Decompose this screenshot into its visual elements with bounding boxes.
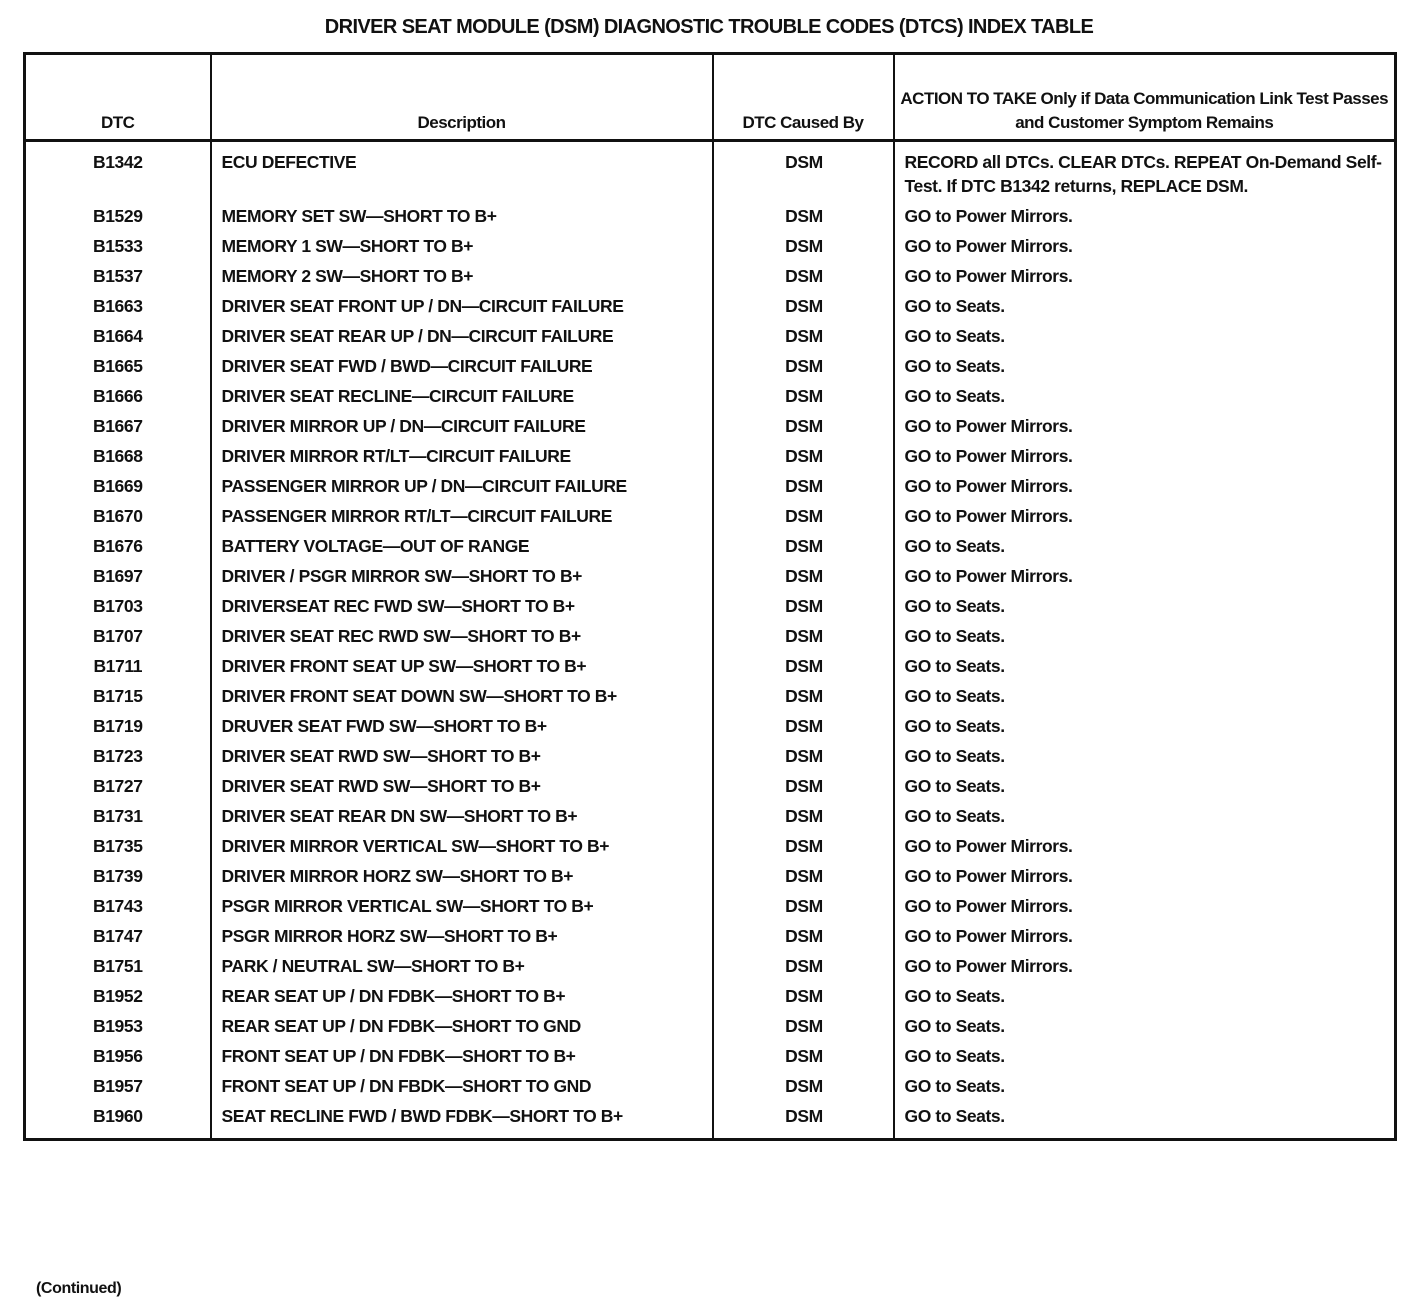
cell-dtc: B1668 [92,446,143,466]
cell-dtc: B1723 [92,746,143,766]
cell-dtc: B1676 [92,536,143,556]
cell-action: GO to Seats. [894,618,1396,648]
cell-action: GO to Seats. [894,798,1396,828]
table-body [25,141,1396,1140]
table-row [25,588,1396,618]
cell-description: FRONT SEAT UP / DN FDBK—SHORT TO B+ [211,1038,713,1068]
cell-action: GO to Power Mirrors. [894,948,1396,978]
cell-caused-by: DSM [713,558,894,588]
cell-caused-by: DSM [713,888,894,918]
cell-action: GO to Seats. [894,318,1396,348]
cell-dtc: B1342 [92,152,143,172]
table-row [25,1038,1396,1068]
cell-dtc: B1666 [92,386,143,406]
table-row [25,228,1396,258]
table-row [25,798,1396,828]
cell-action: GO to Seats. [894,1098,1396,1140]
cell-dtc: B1529 [92,206,143,226]
cell-caused-by: DSM [713,378,894,408]
cell-caused-by: DSM [713,1098,894,1140]
table-row [25,468,1396,498]
cell-action: GO to Power Mirrors. [894,558,1396,588]
table-row [25,1098,1396,1140]
header-dtc: DTC [25,54,211,141]
table-row [25,888,1396,918]
continued-note: (Continued) [36,1280,122,1297]
cell-caused-by: DSM [713,198,894,228]
cell-dtc: B1537 [92,266,143,286]
cell-description: PASSENGER MIRROR UP / DN—CIRCUIT FAILURE [211,468,713,498]
cell-dtc: B1747 [92,926,143,946]
cell-dtc: B1664 [92,326,143,346]
table-row [25,258,1396,288]
cell-dtc: B1953 [92,1016,143,1036]
cell-description: PSGR MIRROR HORZ SW—SHORT TO B+ [211,918,713,948]
cell-dtc: B1711 [93,656,143,676]
table-row [25,498,1396,528]
cell-dtc: B1665 [92,356,143,376]
cell-description: DRIVER MIRROR RT/LT—CIRCUIT FAILURE [211,438,713,468]
cell-caused-by: DSM [713,258,894,288]
cell-description: DRIVER MIRROR UP / DN—CIRCUIT FAILURE [211,408,713,438]
cell-description: DRUVER SEAT FWD SW—SHORT TO B+ [211,708,713,738]
cell-caused-by: DSM [713,708,894,738]
cell-action: GO to Seats. [894,648,1396,678]
table-row [25,678,1396,708]
cell-caused-by: DSM [713,978,894,1008]
cell-dtc: B1719 [92,716,143,736]
cell-description: DRIVER SEAT RECLINE—CIRCUIT FAILURE [211,378,713,408]
cell-description: DRIVER SEAT FRONT UP / DN—CIRCUIT FAILURE [211,288,713,318]
cell-caused-by: DSM [713,228,894,258]
cell-caused-by: DSM [713,828,894,858]
cell-action: GO to Seats. [894,768,1396,798]
cell-dtc: B1960 [92,1106,143,1126]
cell-dtc: B1731 [92,806,143,826]
cell-dtc: B1663 [92,296,143,316]
cell-action: GO to Power Mirrors. [894,258,1396,288]
cell-action: GO to Seats. [894,978,1396,1008]
table-row [25,528,1396,558]
table-row [25,378,1396,408]
table-row [25,558,1396,588]
cell-caused-by: DSM [713,348,894,378]
cell-caused-by: DSM [713,1038,894,1068]
cell-description: DRIVER MIRROR VERTICAL SW—SHORT TO B+ [211,828,713,858]
cell-dtc: B1667 [92,416,143,436]
table-row [25,288,1396,318]
cell-dtc: B1751 [92,956,143,976]
cell-action: GO to Seats. [894,1068,1396,1098]
cell-caused-by: DSM [713,858,894,888]
table-row [25,918,1396,948]
cell-description: DRIVER MIRROR HORZ SW—SHORT TO B+ [211,858,713,888]
cell-action: GO to Seats. [894,708,1396,738]
cell-caused-by: DSM [713,438,894,468]
table-row [25,738,1396,768]
table-row [25,1008,1396,1038]
cell-dtc: B1727 [92,776,143,796]
cell-action: GO to Power Mirrors. [894,498,1396,528]
table-row [25,1068,1396,1098]
cell-description: DRIVER SEAT RWD SW—SHORT TO B+ [211,738,713,768]
table-row [25,141,1396,199]
cell-dtc: B1533 [92,236,143,256]
table-row [25,198,1396,228]
cell-description: MEMORY 1 SW—SHORT TO B+ [211,228,713,258]
cell-dtc: B1952 [92,986,143,1006]
cell-action: GO to Power Mirrors. [894,858,1396,888]
table-row [25,708,1396,738]
cell-description: PASSENGER MIRROR RT/LT—CIRCUIT FAILURE [211,498,713,528]
cell-caused-by: DSM [713,918,894,948]
table-row [25,318,1396,348]
cell-description: MEMORY 2 SW—SHORT TO B+ [211,258,713,288]
cell-description: DRIVER FRONT SEAT UP SW—SHORT TO B+ [211,648,713,678]
cell-action: GO to Power Mirrors. [894,438,1396,468]
cell-dtc: B1707 [92,626,143,646]
cell-description: SEAT RECLINE FWD / BWD FDBK—SHORT TO B+ [211,1098,713,1140]
cell-caused-by: DSM [713,738,894,768]
header-action: ACTION TO TAKE Only if Data Communication Link Test Passes and Customer Symptom Remains [894,54,1396,141]
cell-dtc: B1956 [92,1046,143,1066]
cell-caused-by: DSM [713,648,894,678]
table-row [25,978,1396,1008]
table-row [25,618,1396,648]
cell-caused-by: DSM [713,318,894,348]
cell-action: GO to Seats. [894,378,1396,408]
cell-dtc: B1669 [92,476,143,496]
header-row [25,54,1396,141]
cell-description: DRIVER SEAT REAR UP / DN—CIRCUIT FAILURE [211,318,713,348]
cell-action: GO to Power Mirrors. [894,468,1396,498]
cell-caused-by: DSM [713,1008,894,1038]
cell-caused-by: DSM [713,798,894,828]
cell-dtc: B1703 [92,596,143,616]
cell-action: GO to Seats. [894,288,1396,318]
header-description: Description [211,54,713,141]
table-row [25,648,1396,678]
cell-caused-by: DSM [713,288,894,318]
cell-action: GO to Seats. [894,678,1396,708]
cell-description: BATTERY VOLTAGE—OUT OF RANGE [211,528,713,558]
table-row [25,408,1396,438]
cell-dtc: B1697 [92,566,143,586]
cell-caused-by: DSM [713,141,894,199]
cell-caused-by: DSM [713,468,894,498]
cell-description: ECU DEFECTIVE [211,141,713,199]
cell-dtc: B1735 [92,836,143,856]
cell-description: DRIVER SEAT REC RWD SW—SHORT TO B+ [211,618,713,648]
cell-action: RECORD all DTCs. CLEAR DTCs. REPEAT On-Demand Self-Test. If DTC B1342 returns, REPLACE DSM. [894,141,1396,199]
cell-caused-by: DSM [713,528,894,558]
table-row [25,438,1396,468]
dtc-index-table [23,52,1397,1141]
cell-description: PSGR MIRROR VERTICAL SW—SHORT TO B+ [211,888,713,918]
cell-action: GO to Power Mirrors. [894,828,1396,858]
table-row [25,858,1396,888]
table-row [25,768,1396,798]
cell-action: GO to Seats. [894,1038,1396,1068]
cell-caused-by: DSM [713,678,894,708]
cell-dtc: B1957 [92,1076,143,1096]
cell-action: GO to Seats. [894,348,1396,378]
cell-description: PARK / NEUTRAL SW—SHORT TO B+ [211,948,713,978]
cell-description: DRIVER SEAT RWD SW—SHORT TO B+ [211,768,713,798]
cell-dtc: B1670 [92,506,143,526]
cell-action: GO to Seats. [894,588,1396,618]
cell-description: DRIVER / PSGR MIRROR SW—SHORT TO B+ [211,558,713,588]
cell-description: DRIVER FRONT SEAT DOWN SW—SHORT TO B+ [211,678,713,708]
cell-description: DRIVERSEAT REC FWD SW—SHORT TO B+ [211,588,713,618]
cell-action: GO to Seats. [894,1008,1396,1038]
cell-action: GO to Power Mirrors. [894,918,1396,948]
cell-action: GO to Power Mirrors. [894,228,1396,258]
cell-description: DRIVER SEAT REAR DN SW—SHORT TO B+ [211,798,713,828]
cell-action: GO to Seats. [894,528,1396,558]
cell-description: FRONT SEAT UP / DN FBDK—SHORT TO GND [211,1068,713,1098]
cell-action: GO to Power Mirrors. [894,198,1396,228]
cell-action: GO to Power Mirrors. [894,888,1396,918]
cell-caused-by: DSM [713,498,894,528]
cell-caused-by: DSM [713,408,894,438]
cell-description: DRIVER SEAT FWD / BWD—CIRCUIT FAILURE [211,348,713,378]
cell-action: GO to Power Mirrors. [894,408,1396,438]
table-row [25,948,1396,978]
cell-description: REAR SEAT UP / DN FDBK—SHORT TO GND [211,1008,713,1038]
cell-caused-by: DSM [713,1068,894,1098]
cell-caused-by: DSM [713,588,894,618]
cell-description: REAR SEAT UP / DN FDBK—SHORT TO B+ [211,978,713,1008]
cell-caused-by: DSM [713,768,894,798]
table-row [25,828,1396,858]
cell-dtc: B1739 [92,866,143,886]
table-title: DRIVER SEAT MODULE (DSM) DIAGNOSTIC TROUBLE CODES (DTCS) INDEX TABLE [324,16,1094,38]
cell-action: GO to Seats. [894,738,1396,768]
cell-caused-by: DSM [713,948,894,978]
cell-description: MEMORY SET SW—SHORT TO B+ [211,198,713,228]
cell-dtc: B1743 [92,896,143,916]
cell-caused-by: DSM [713,618,894,648]
table-row [25,348,1396,378]
header-caused-by: DTC Caused By [713,54,894,141]
cell-dtc: B1715 [92,686,143,706]
